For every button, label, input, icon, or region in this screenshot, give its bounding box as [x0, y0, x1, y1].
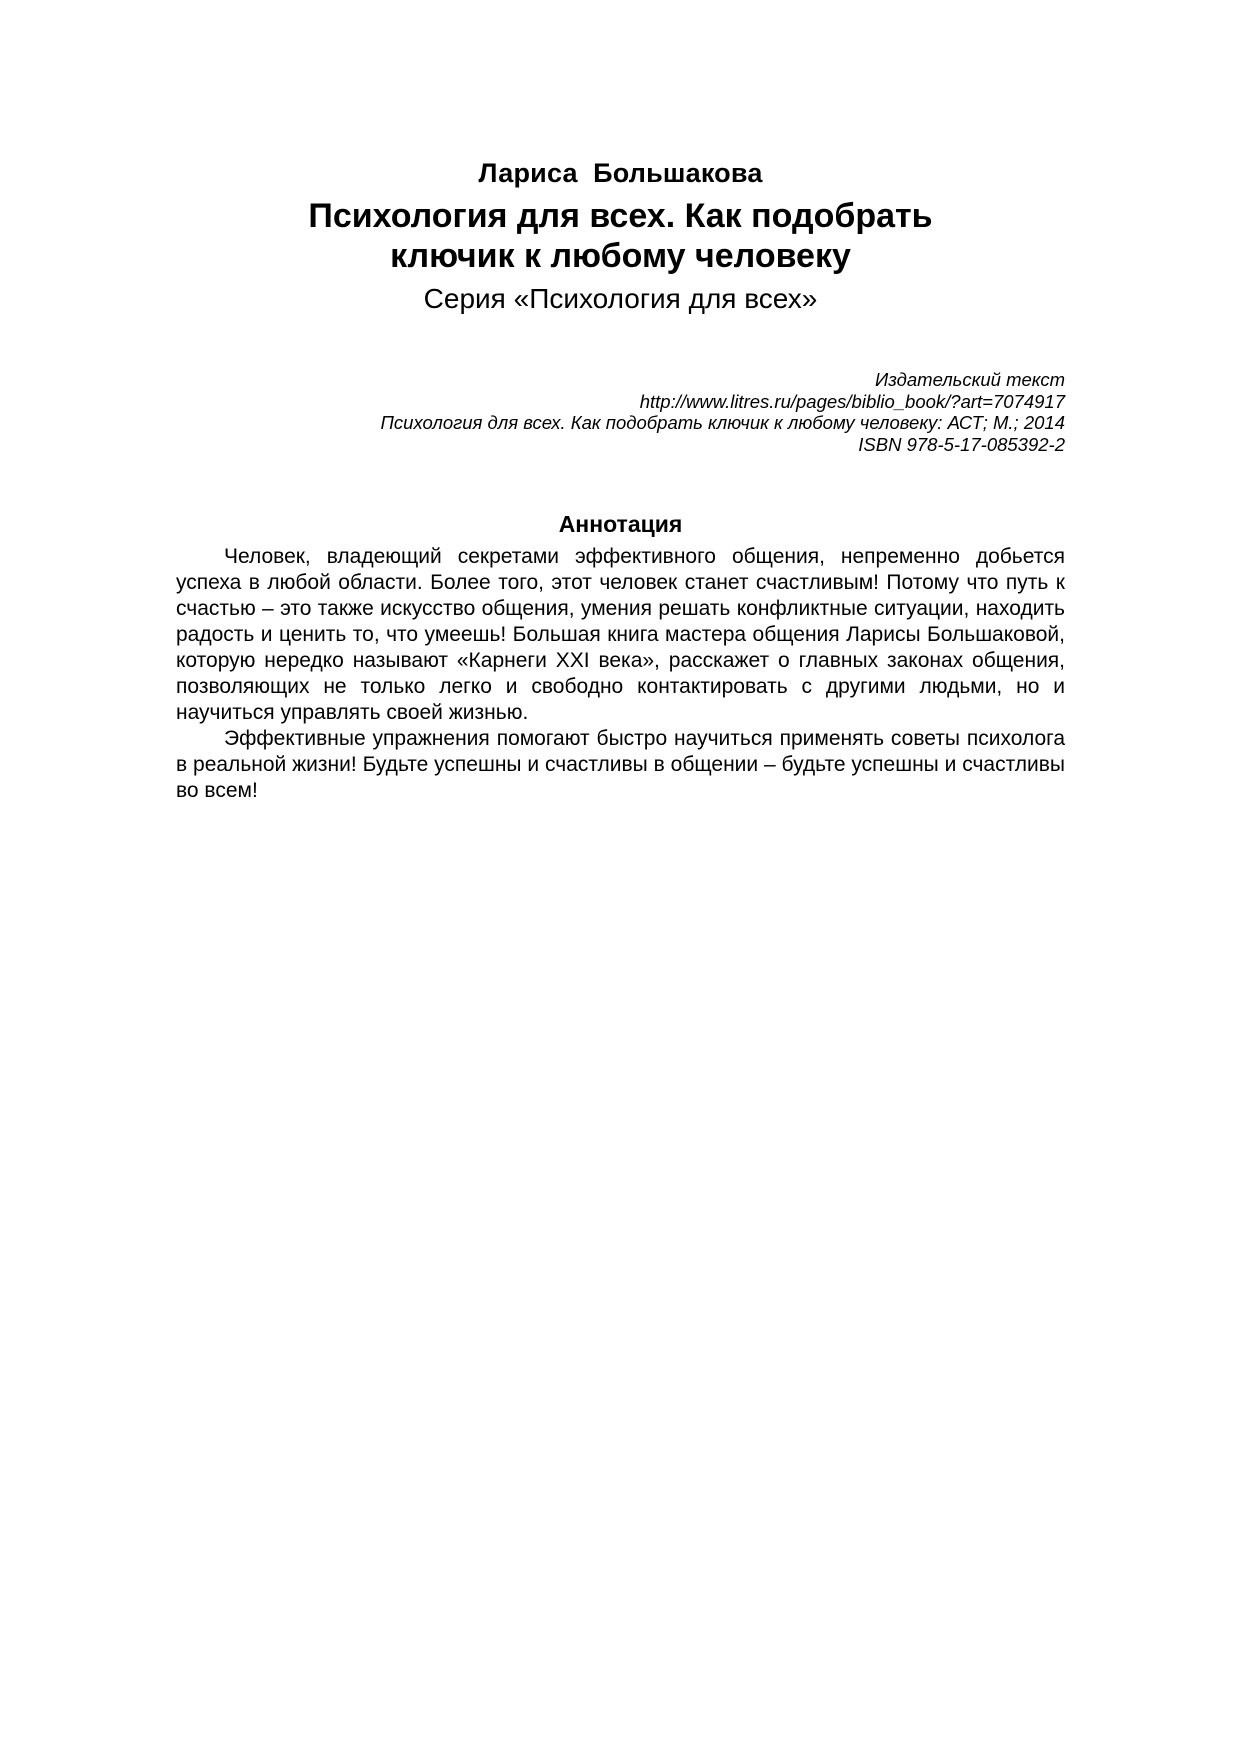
- imprint-block: [176, 369, 1065, 455]
- imprint-publisher-text: Издательский текст: [875, 369, 1065, 391]
- annotation-body: [176, 544, 1065, 804]
- imprint-url: http://www.litres.ru/pages/biblio_book/?art=7074917: [639, 390, 1065, 412]
- imprint-isbn: ISBN 978-5-17-085392-2: [858, 433, 1065, 455]
- book-title: Психология для всех. Как подобрать ключик к любому человеку: [308, 197, 933, 276]
- book-author: Лариса Большакова: [478, 158, 763, 188]
- annotation-heading: Аннотация: [558, 511, 683, 538]
- imprint-edition-line: Психология для всех. Как подобрать ключик к любому человеку: АСТ; М.; 2014: [380, 412, 1065, 434]
- annotation-paragraph: Эффективные упражнения помогают быстро научиться применять советы психолога в реальной жизни! Будьте успешны и счастливы в общении – будьте успешны и счастливы во всем!: [176, 727, 1065, 803]
- annotation-paragraph: Человек, владеющий секретами эффективного общения, непременно добьется успеха в любой области. Более того, этот человек станет счастливым! Потому что путь к счастью – это также искусство общения, умения решать конфликтные ситуации, находить радость и ценить то, что умеешь! Большая книга мастера общения Ларисы Большаковой, которую нередко называют «Карнеги XXI века», расскажет о главных законах общения, позволяющих не только легко и свободно контактировать с другими людьми, но и научиться управлять своей жизнью.: [176, 545, 1065, 725]
- page-content: [176, 158, 1065, 804]
- book-series: Серия «Психология для всех»: [423, 283, 818, 315]
